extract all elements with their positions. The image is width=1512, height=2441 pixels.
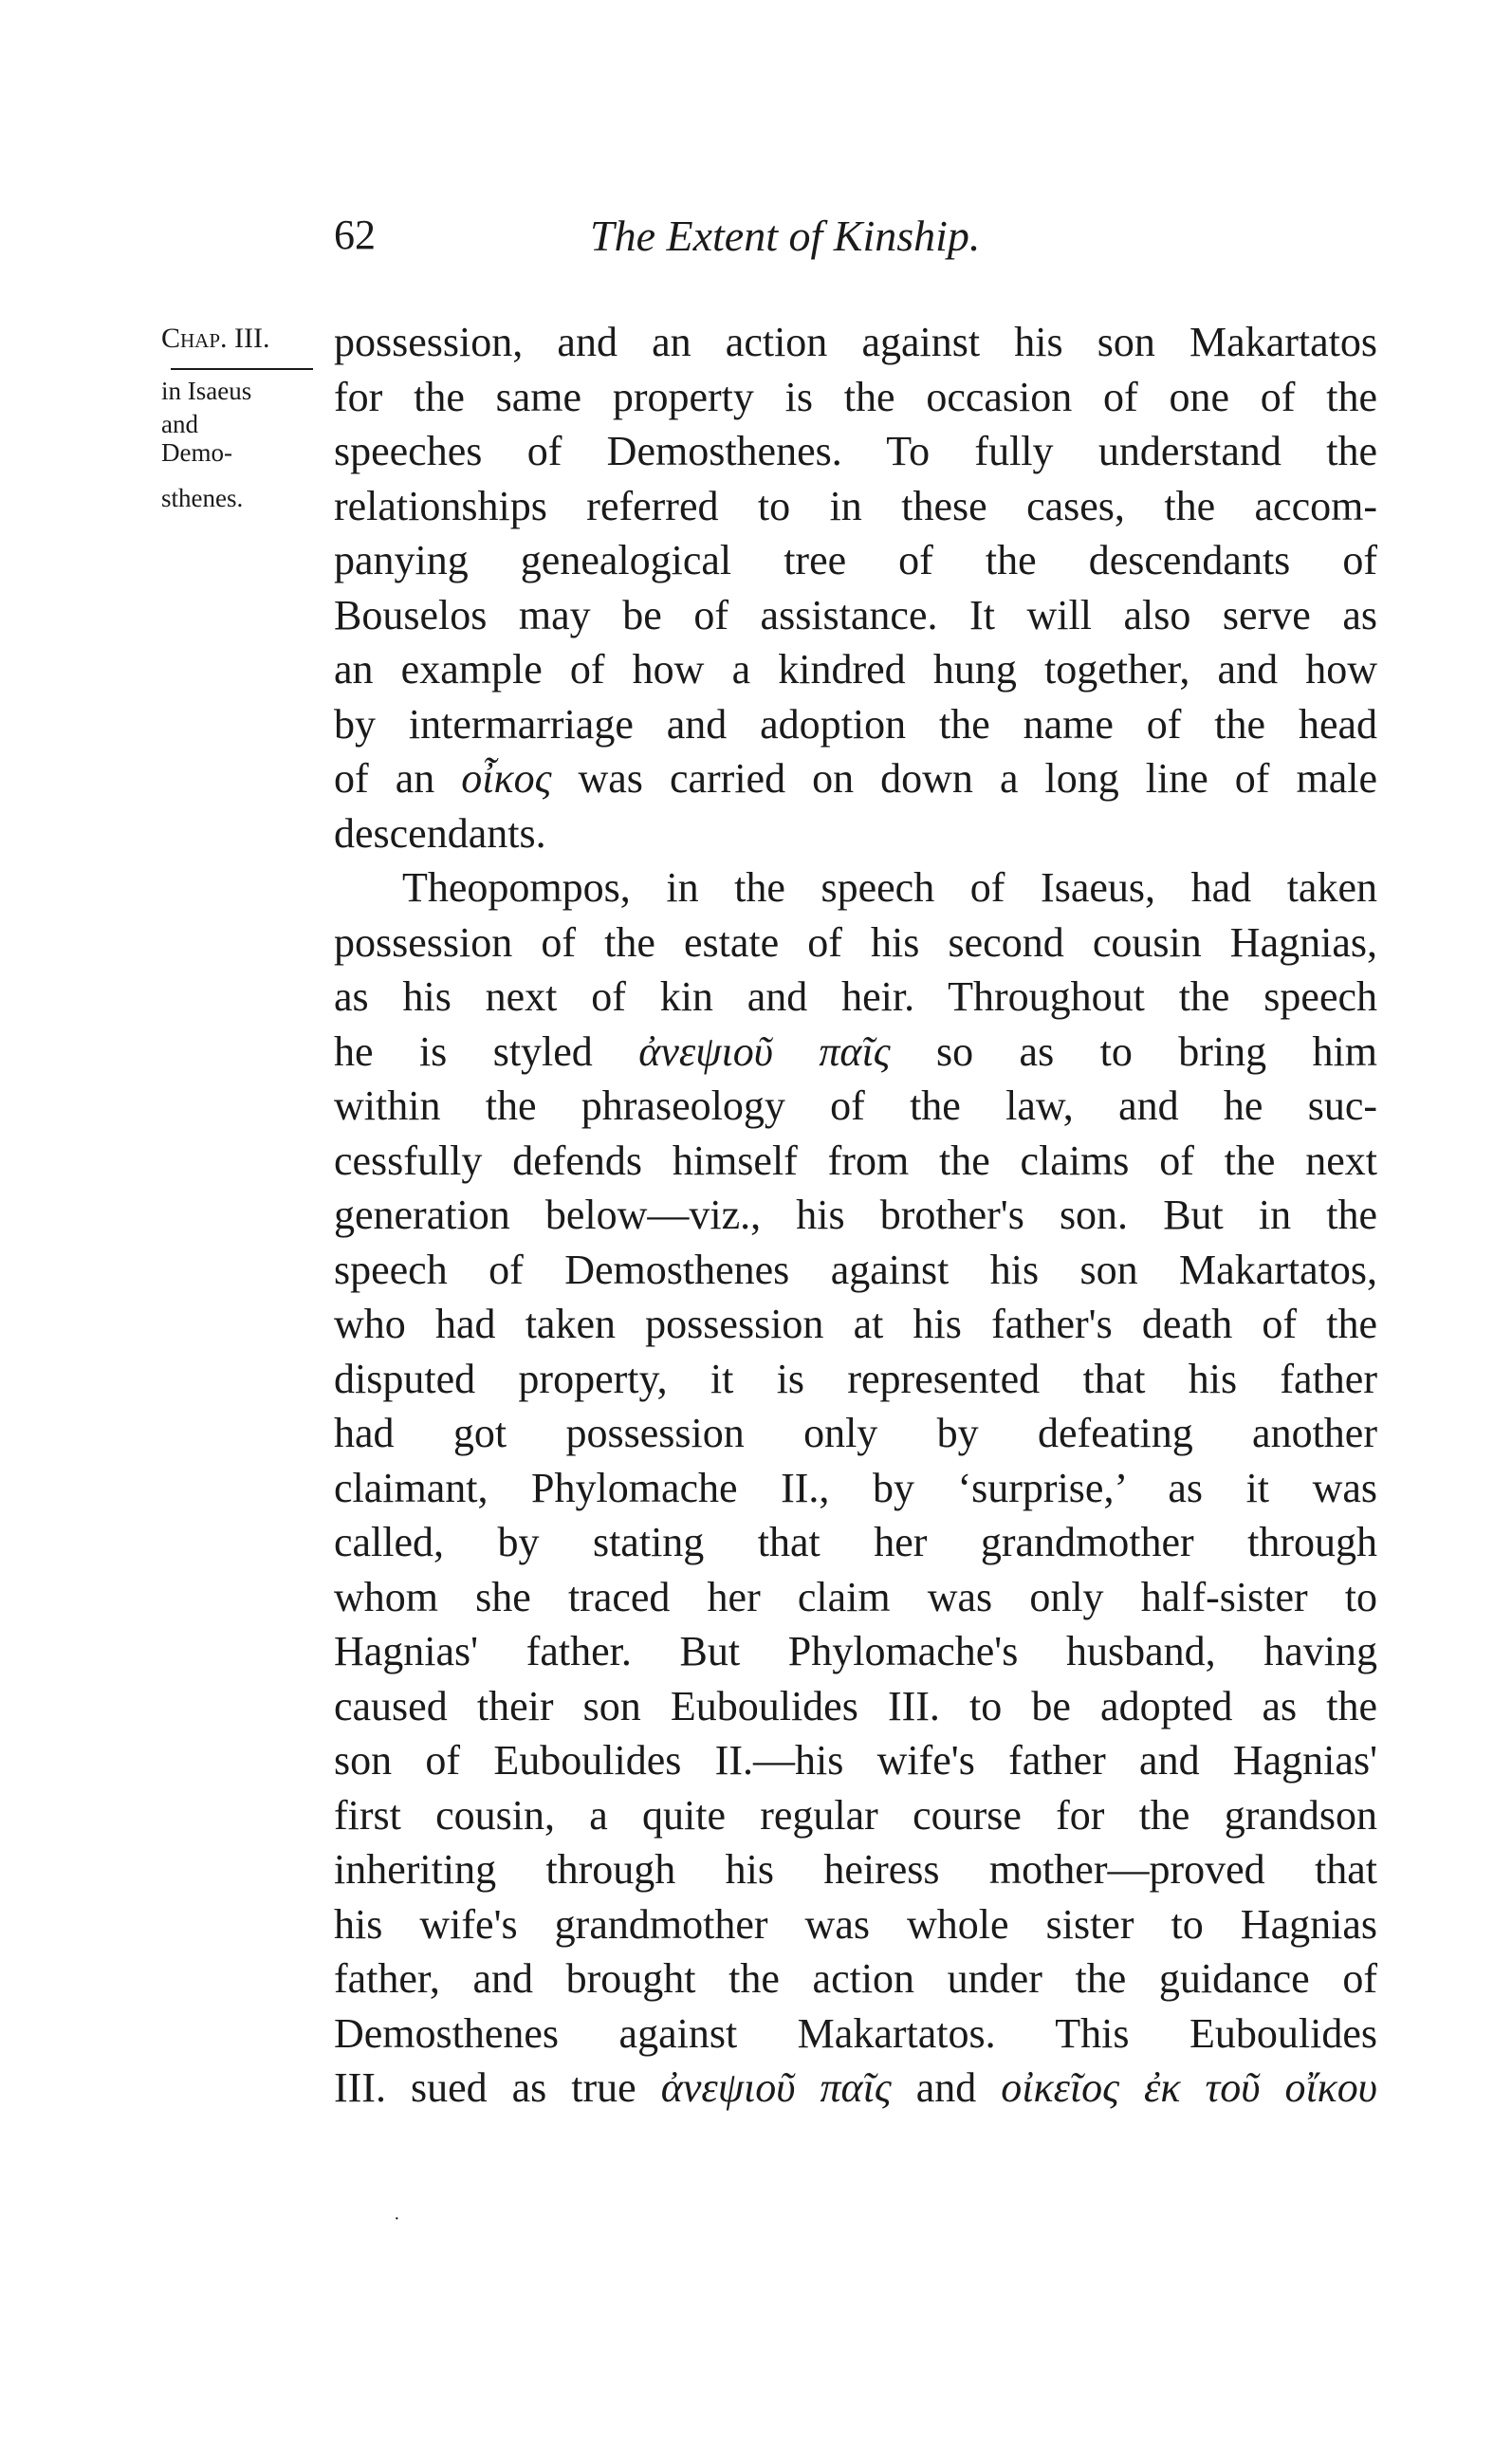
text-line: possession, and an action against his son Makartatos <box>334 319 1377 365</box>
text-line: who had taken possession at his father's death of the <box>334 1301 1377 1347</box>
text-line: relationships referred to in these cases, the accom- <box>334 482 1377 529</box>
text-fragment: was carried on down a long line of male <box>551 755 1377 802</box>
page-number: 62 <box>334 212 376 258</box>
greek-term: οἰκεῖος ἐκ τοῦ οἴκου <box>1001 2064 1377 2111</box>
text-line: disputed property, it is represented that his father <box>334 1355 1377 1402</box>
running-title: The Extent of Kinship. <box>590 212 981 260</box>
greek-term: ἀνεψιοῦ παῖς <box>660 2064 892 2111</box>
text-line: called, by stating that her grandmother through <box>334 1519 1377 1565</box>
text-line: Bouselos may be of assistance. It will also serve as <box>334 591 1377 638</box>
text-line: possession of the estate of his second cousin Hagnias, <box>334 918 1377 966</box>
text-line-with-greek <box>334 751 1377 806</box>
text-fragment: so as to bring him <box>890 1027 1377 1075</box>
stray-mark: · <box>394 2209 400 2229</box>
text-line: generation below—viz., his brother's son. But in the <box>334 1192 1377 1238</box>
sidenote-line: Demo- <box>161 438 232 467</box>
sidenote-line: in Isaeus <box>161 377 252 405</box>
text-line-with-greek <box>334 2061 1377 2116</box>
text-line: by intermarriage and adoption the name of the head <box>334 700 1377 748</box>
text-line: his wife's grandmother was whole sister to Hagnias <box>334 1900 1377 1948</box>
text-line: panying genealogical tree of the descendants of <box>334 537 1377 583</box>
body-text <box>334 315 1377 2116</box>
text-fragment: and <box>891 2064 1002 2111</box>
sidenote-chapter: Chap. III. <box>161 323 270 354</box>
text-line: as his next of kin and heir. Throughout the speech <box>334 973 1377 1020</box>
text-line: speech of Demosthenes against his son Makartatos, <box>334 1246 1377 1293</box>
running-head <box>334 211 1377 277</box>
paragraph-first-line: Theopompos, in the speech of Isaeus, had taken <box>402 864 1377 911</box>
text-line-with-greek <box>334 1025 1377 1080</box>
text-line: descendants. <box>334 809 546 857</box>
greek-term: ἀνεψιοῦ παῖς <box>638 1027 891 1075</box>
text-line: caused their son Euboulides III. to be adopted as the <box>334 1682 1377 1729</box>
text-line: within the phraseology of the law, and he suc- <box>334 1082 1377 1129</box>
text-line: for the same property is the occasion of one of the <box>334 373 1377 420</box>
sidenote-rule <box>171 368 313 370</box>
text-line: an example of how a kindred hung together, and how <box>334 646 1377 693</box>
sidenote-line: and <box>161 410 198 438</box>
text-line: cessfully defends himself from the claims of the next <box>334 1137 1377 1184</box>
text-line: inheriting through his heiress mother—proved that <box>334 1846 1377 1893</box>
text-line: Demosthenes against Makartatos. This Euboulides <box>334 2009 1377 2057</box>
text-line: father, and brought the action under the guidance of <box>334 1955 1377 2002</box>
text-line: first cousin, a quite regular course for the grandson <box>334 1791 1377 1839</box>
text-line: whom she traced her claim was only half-sister to <box>334 1573 1377 1620</box>
text-fragment: he is styled <box>334 1027 639 1075</box>
text-fragment: III. sued as true <box>334 2064 661 2111</box>
text-fragment: of an <box>334 755 462 802</box>
text-line: claimant, Phylomache II., by ‘surprise,’ as it was <box>334 1464 1377 1511</box>
text-line: had got possession only by defeating another <box>334 1410 1377 1456</box>
sidenote-line: sthenes. <box>161 484 244 512</box>
text-line: speeches of Demosthenes. To fully understand the <box>334 428 1377 474</box>
text-line: son of Euboulides II.—his wife's father and Hagnias' <box>334 1737 1377 1784</box>
greek-term: οἶκος <box>461 755 552 802</box>
text-line: Hagnias' father. But Phylomache's husband, having <box>334 1628 1377 1674</box>
